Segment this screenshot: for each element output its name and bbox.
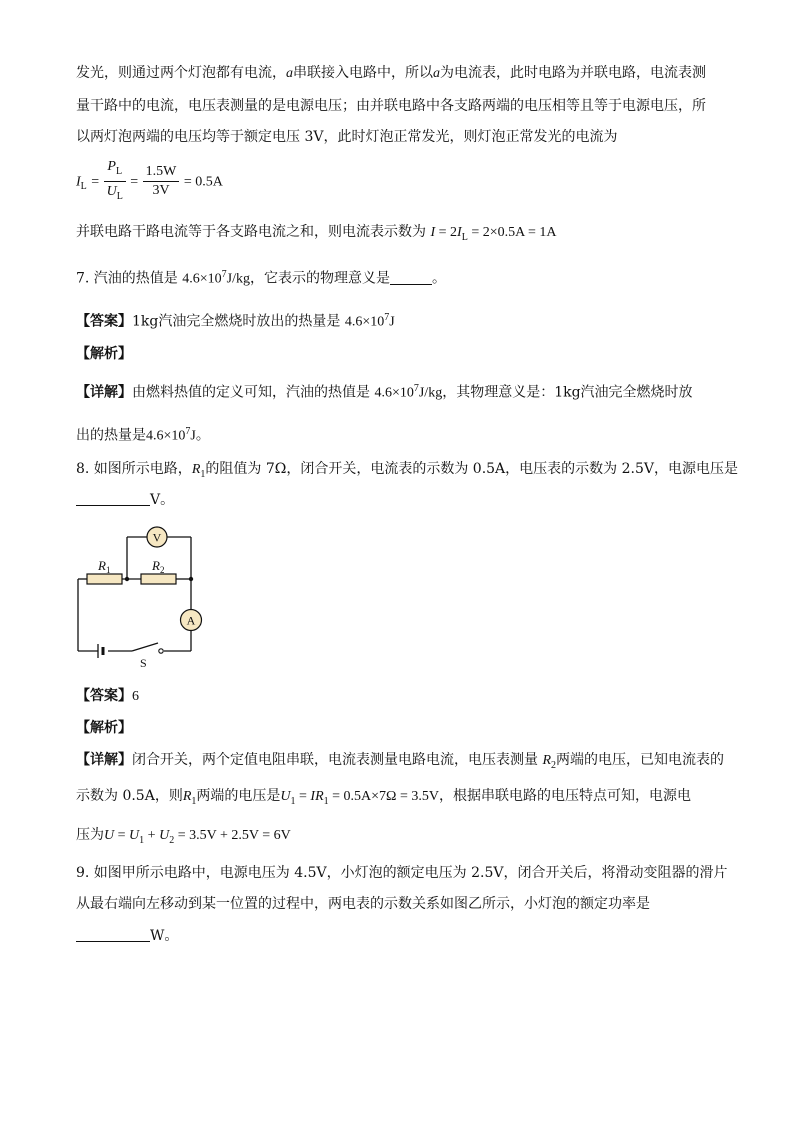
answer-8: 【答案】6: [76, 688, 139, 704]
r1-label: $R_1$: [98, 558, 111, 575]
question-8-line1: 8. 如图所示电路，$R_1$的阻值为 7Ω，闭合开关，电流表的示数为 0.5A，电压表的示数为 2.5V，电源电压是: [76, 461, 738, 480]
battery-icon: [98, 644, 103, 658]
para2-line: 并联电路干路电流等于各支路电流之和，则电流表示数为 $I = 2I_L = 2\times 0.5A = 1A$: [76, 224, 557, 243]
answer-7: 【答案】1kg汽油完全燃烧时放出的热量是 $4.6\times 10^7J$: [76, 312, 395, 330]
formula-current: $I_L$ = $\frac{P_L}{U_L}$ = $\frac{1.5W}{3V}$ = 0.5A: [76, 157, 223, 206]
switch-icon: [132, 643, 163, 653]
detail-8-line3: 压为$U = U_1 + U_2 = 3.5V + 2.5V = 6V$: [76, 827, 291, 846]
fraction-values: $\frac{1.5W}{3V}$: [143, 163, 180, 200]
para1-line1: 发光，则通过两个灯泡都有电流，a串联接入电路中，所以a为电流表，此时电路为并联电路，电流表测: [76, 65, 706, 81]
question-9-line3: W。: [76, 926, 178, 946]
question-9-line2: 从最右端向左移动到某一位置的过程中，两电表的示数关系如图乙所示，小灯泡的额定功率是: [76, 896, 650, 912]
resistor-r2: [141, 574, 176, 584]
para1-line2: 量干路中的电流，电压表测量的是电源电压；由并联电路中各支路两端的电压相等且等于电源电压，所: [76, 98, 706, 114]
para1-line3: 以两灯泡两端的电压均等于额定电压 3V，此时灯泡正常发光，则灯泡正常发光的电流为: [76, 129, 618, 145]
analysis-label-7: 【解析】: [76, 346, 132, 362]
resistor-r1: [87, 574, 122, 584]
question-9-line1: 9. 如图甲所示电路中，电源电压为 4.5V，小灯泡的额定电压为 2.5V，闭合开关后，将滑动变阻器的滑片: [76, 865, 728, 881]
question-7: 7. 汽油的热值是 $4.6\times 10^7J/kg$，它表示的物理意义是 。: [76, 269, 447, 287]
circuit-diagram: [70, 520, 230, 670]
answer-blank: [390, 270, 432, 285]
r2-label: $R_2$: [152, 558, 165, 575]
switch-label: S: [140, 656, 147, 670]
detail-7-line1: 【详解】由燃料热值的定义可知，汽油的热值是 $4.6\times 10^7J/kg$，其物理意义是：1kg汽油完全燃烧时放: [76, 383, 693, 401]
detail-8-line1: 【详解】闭合开关，两个定值电阻串联，电流表测量电路电流，电压表测量 $R_2$两端的电压，已知电流表的: [76, 752, 725, 771]
answer-blank: [76, 491, 150, 506]
fraction-power-voltage: $\frac{P_L}{U_L}$: [104, 157, 126, 206]
question-8-line2: V。: [76, 490, 174, 510]
answer-blank: [76, 927, 150, 942]
detail-8-line2: 示数为 0.5A，则$R_1$两端的电压是$U_1 = IR_1 = 0.5A\times 7\Omega = 3.5V$，根据串联电路的电压特点可知，电源电: [76, 788, 691, 807]
voltmeter-label: V: [152, 530, 162, 545]
analysis-label-8: 【解析】: [76, 720, 132, 736]
detail-7-line2: 出的热量是$4.6\times 10^7J$。: [76, 426, 210, 444]
ammeter-label: A: [186, 613, 196, 628]
